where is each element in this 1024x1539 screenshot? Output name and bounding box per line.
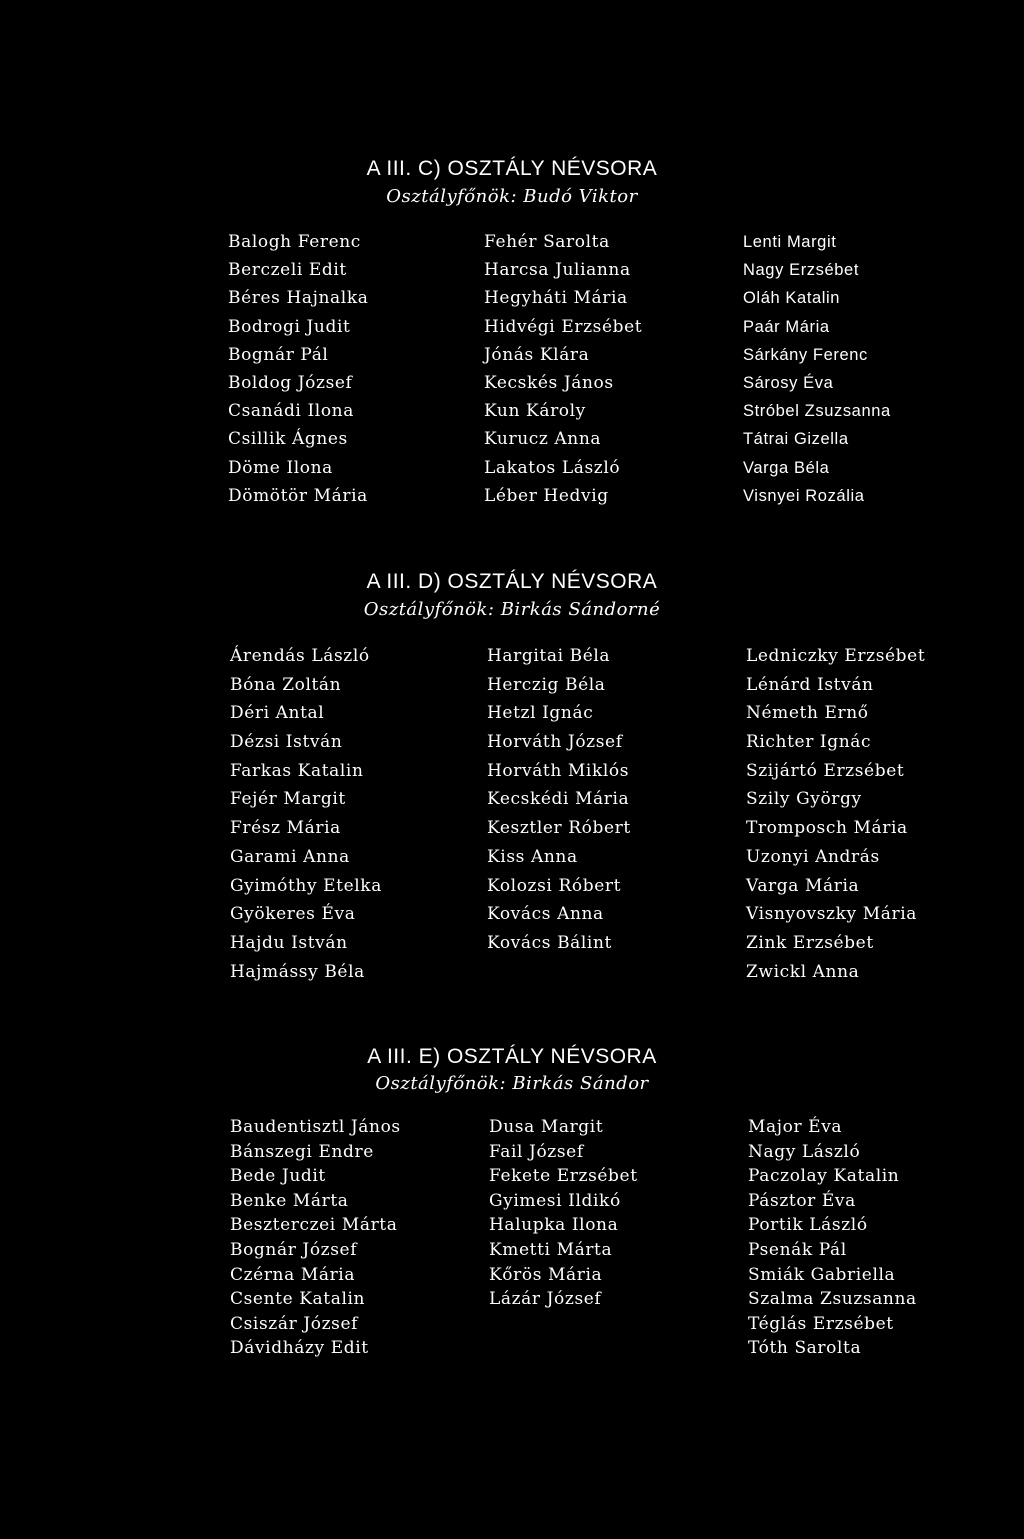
- student-name: Bánszegi Endre: [230, 1141, 374, 1162]
- student-name: Baudentisztl János: [230, 1117, 401, 1137]
- student-name: Berczeli Edit: [228, 260, 347, 281]
- student-name: Uzonyi András: [746, 846, 880, 867]
- name-column-3: [748, 1115, 917, 1361]
- student-name: Kolozsi Róbert: [487, 875, 622, 896]
- student-name: Kmetti Márta: [489, 1239, 613, 1260]
- student-name: Czérna Mária: [230, 1264, 356, 1285]
- class-teacher: Osztályfőnök: Birkás Sándorné: [363, 599, 661, 620]
- student-name: Gyökeres Éva: [230, 904, 356, 925]
- student-name: Dávidházy Edit: [230, 1338, 369, 1359]
- student-name: Nagy Erzsébet: [743, 261, 860, 280]
- student-name: Fehér Sarolta: [484, 232, 610, 252]
- student-name: Hajdu István: [230, 932, 348, 953]
- student-name: Csillik Ágnes: [228, 429, 348, 450]
- student-name: Döme Ilona: [228, 457, 333, 478]
- student-name: Hegyháti Mária: [484, 288, 628, 309]
- student-name: Téglás Erzsébet: [748, 1313, 894, 1334]
- student-name: Fekete Erzsébet: [489, 1166, 638, 1187]
- student-name: Kesztler Róbert: [487, 818, 631, 839]
- student-name: Kőrös Mária: [489, 1264, 603, 1285]
- student-name: Fail József: [489, 1141, 584, 1162]
- student-name: Visnyei Rozália: [743, 486, 865, 505]
- student-name: Jónás Klára: [484, 344, 590, 365]
- name-column-1: [230, 1115, 401, 1361]
- student-name: Benke Márta: [230, 1190, 349, 1211]
- student-name: Boldog József: [228, 372, 353, 393]
- student-name: Major Éva: [748, 1117, 843, 1137]
- student-name: Lázár József: [489, 1289, 602, 1310]
- class-teacher: Osztályfőnök: Budó Viktor: [386, 186, 638, 207]
- student-name: Tromposch Mária: [746, 818, 908, 839]
- student-name: Zink Erzsébet: [746, 932, 874, 953]
- student-name: Kovács Anna: [487, 904, 604, 925]
- name-column-1: [228, 228, 368, 510]
- student-name: Kun Károly: [484, 401, 586, 422]
- student-name: Fejér Margit: [230, 789, 346, 810]
- student-name: Hargitai Béla: [487, 646, 611, 666]
- student-name: Léber Hedvig: [484, 485, 609, 506]
- student-name: Varga Béla: [743, 458, 830, 477]
- class-teacher: Osztályfőnök: Birkás Sándor: [375, 1073, 649, 1094]
- student-name: Bognár Pál: [228, 344, 329, 365]
- student-name: Richter Ignác: [746, 732, 872, 753]
- student-name: Psenák Pál: [748, 1239, 847, 1260]
- student-name: Németh Ernő: [746, 703, 869, 724]
- student-name: Bede Judit: [230, 1166, 326, 1187]
- student-name: Béres Hajnalka: [228, 288, 369, 309]
- student-name: Csanádi Ilona: [228, 401, 354, 422]
- student-name: Sárosy Éva: [743, 373, 834, 392]
- student-name: Hajmássy Béla: [230, 961, 365, 982]
- student-name: Bodrogi Judit: [228, 316, 351, 337]
- student-name: Frész Mária: [230, 818, 341, 839]
- student-name: Paczolay Katalin: [748, 1166, 900, 1187]
- student-name: Horváth Miklós: [487, 760, 630, 781]
- student-name: Stróbel Zsuzsanna: [743, 402, 891, 421]
- student-name: Pásztor Éva: [748, 1190, 856, 1211]
- student-name: Garami Anna: [230, 846, 350, 867]
- student-name: Dömötör Mária: [228, 485, 368, 506]
- student-name: Gyimesi Ildikó: [489, 1190, 621, 1211]
- student-name: Halupka Ilona: [489, 1215, 619, 1236]
- student-name: Dézsi István: [230, 732, 343, 753]
- student-name: Zwickl Anna: [746, 961, 860, 982]
- section-heading: A III. E) OSZTÁLY NÉVSORA: [367, 1045, 657, 1068]
- section-heading: A III. C) OSZTÁLY NÉVSORA: [366, 157, 658, 180]
- student-name: Déri Antal: [230, 703, 325, 724]
- student-name: Portik László: [748, 1215, 868, 1236]
- name-column-3: [746, 642, 925, 986]
- student-name: Farkas Katalin: [230, 760, 364, 781]
- student-name: Szily György: [746, 789, 862, 810]
- name-column-2: [484, 228, 642, 510]
- section-heading: A III. D) OSZTÁLY NÉVSORA: [366, 570, 658, 593]
- student-name: Nagy László: [748, 1141, 861, 1162]
- student-name: Kurucz Anna: [484, 429, 602, 450]
- student-name: Csiszár József: [230, 1313, 358, 1334]
- student-name: Varga Mária: [746, 875, 860, 896]
- name-column-3: [743, 228, 891, 510]
- student-name: Kecskédi Mária: [487, 789, 630, 810]
- student-name: Oláh Katalin: [743, 289, 841, 308]
- student-name: Tátrai Gizella: [743, 430, 849, 449]
- student-name: Gyimóthy Etelka: [230, 875, 382, 896]
- student-name: Szalma Zsuzsanna: [748, 1289, 917, 1310]
- student-name: Smiák Gabriella: [748, 1264, 896, 1285]
- student-name: Lenti Margit: [743, 233, 837, 251]
- student-name: Árendás László: [230, 646, 370, 666]
- student-name: Hidvégi Erzsébet: [484, 316, 643, 337]
- student-name: Bóna Zoltán: [230, 674, 342, 695]
- student-name: Visnyovszky Mária: [746, 904, 917, 925]
- student-name: Horváth József: [487, 732, 623, 753]
- student-name: Sárkány Ferenc: [743, 345, 868, 364]
- student-name: Beszterczei Márta: [230, 1215, 398, 1236]
- student-name: Hetzl Ignác: [487, 703, 594, 724]
- name-column-2: [489, 1115, 638, 1312]
- student-name: Herczig Béla: [487, 674, 606, 695]
- student-name: Kiss Anna: [487, 846, 578, 867]
- name-column-2: [487, 642, 631, 958]
- student-name: Tóth Sarolta: [748, 1338, 862, 1359]
- student-name: Lakatos László: [484, 457, 621, 478]
- student-name: Harcsa Julianna: [484, 260, 631, 281]
- student-name: Dusa Margit: [489, 1117, 604, 1137]
- student-name: Bognár József: [230, 1239, 358, 1260]
- name-column-1: [230, 642, 382, 986]
- student-name: Szijártó Erzsébet: [746, 760, 905, 781]
- student-name: Kecskés János: [484, 372, 614, 393]
- student-name: Balogh Ferenc: [228, 232, 361, 252]
- student-name: Lénárd István: [746, 674, 874, 695]
- student-name: Csente Katalin: [230, 1289, 366, 1310]
- student-name: Paár Mária: [743, 317, 830, 336]
- student-name: Ledniczky Erzsébet: [746, 646, 926, 666]
- student-name: Kovács Bálint: [487, 932, 612, 953]
